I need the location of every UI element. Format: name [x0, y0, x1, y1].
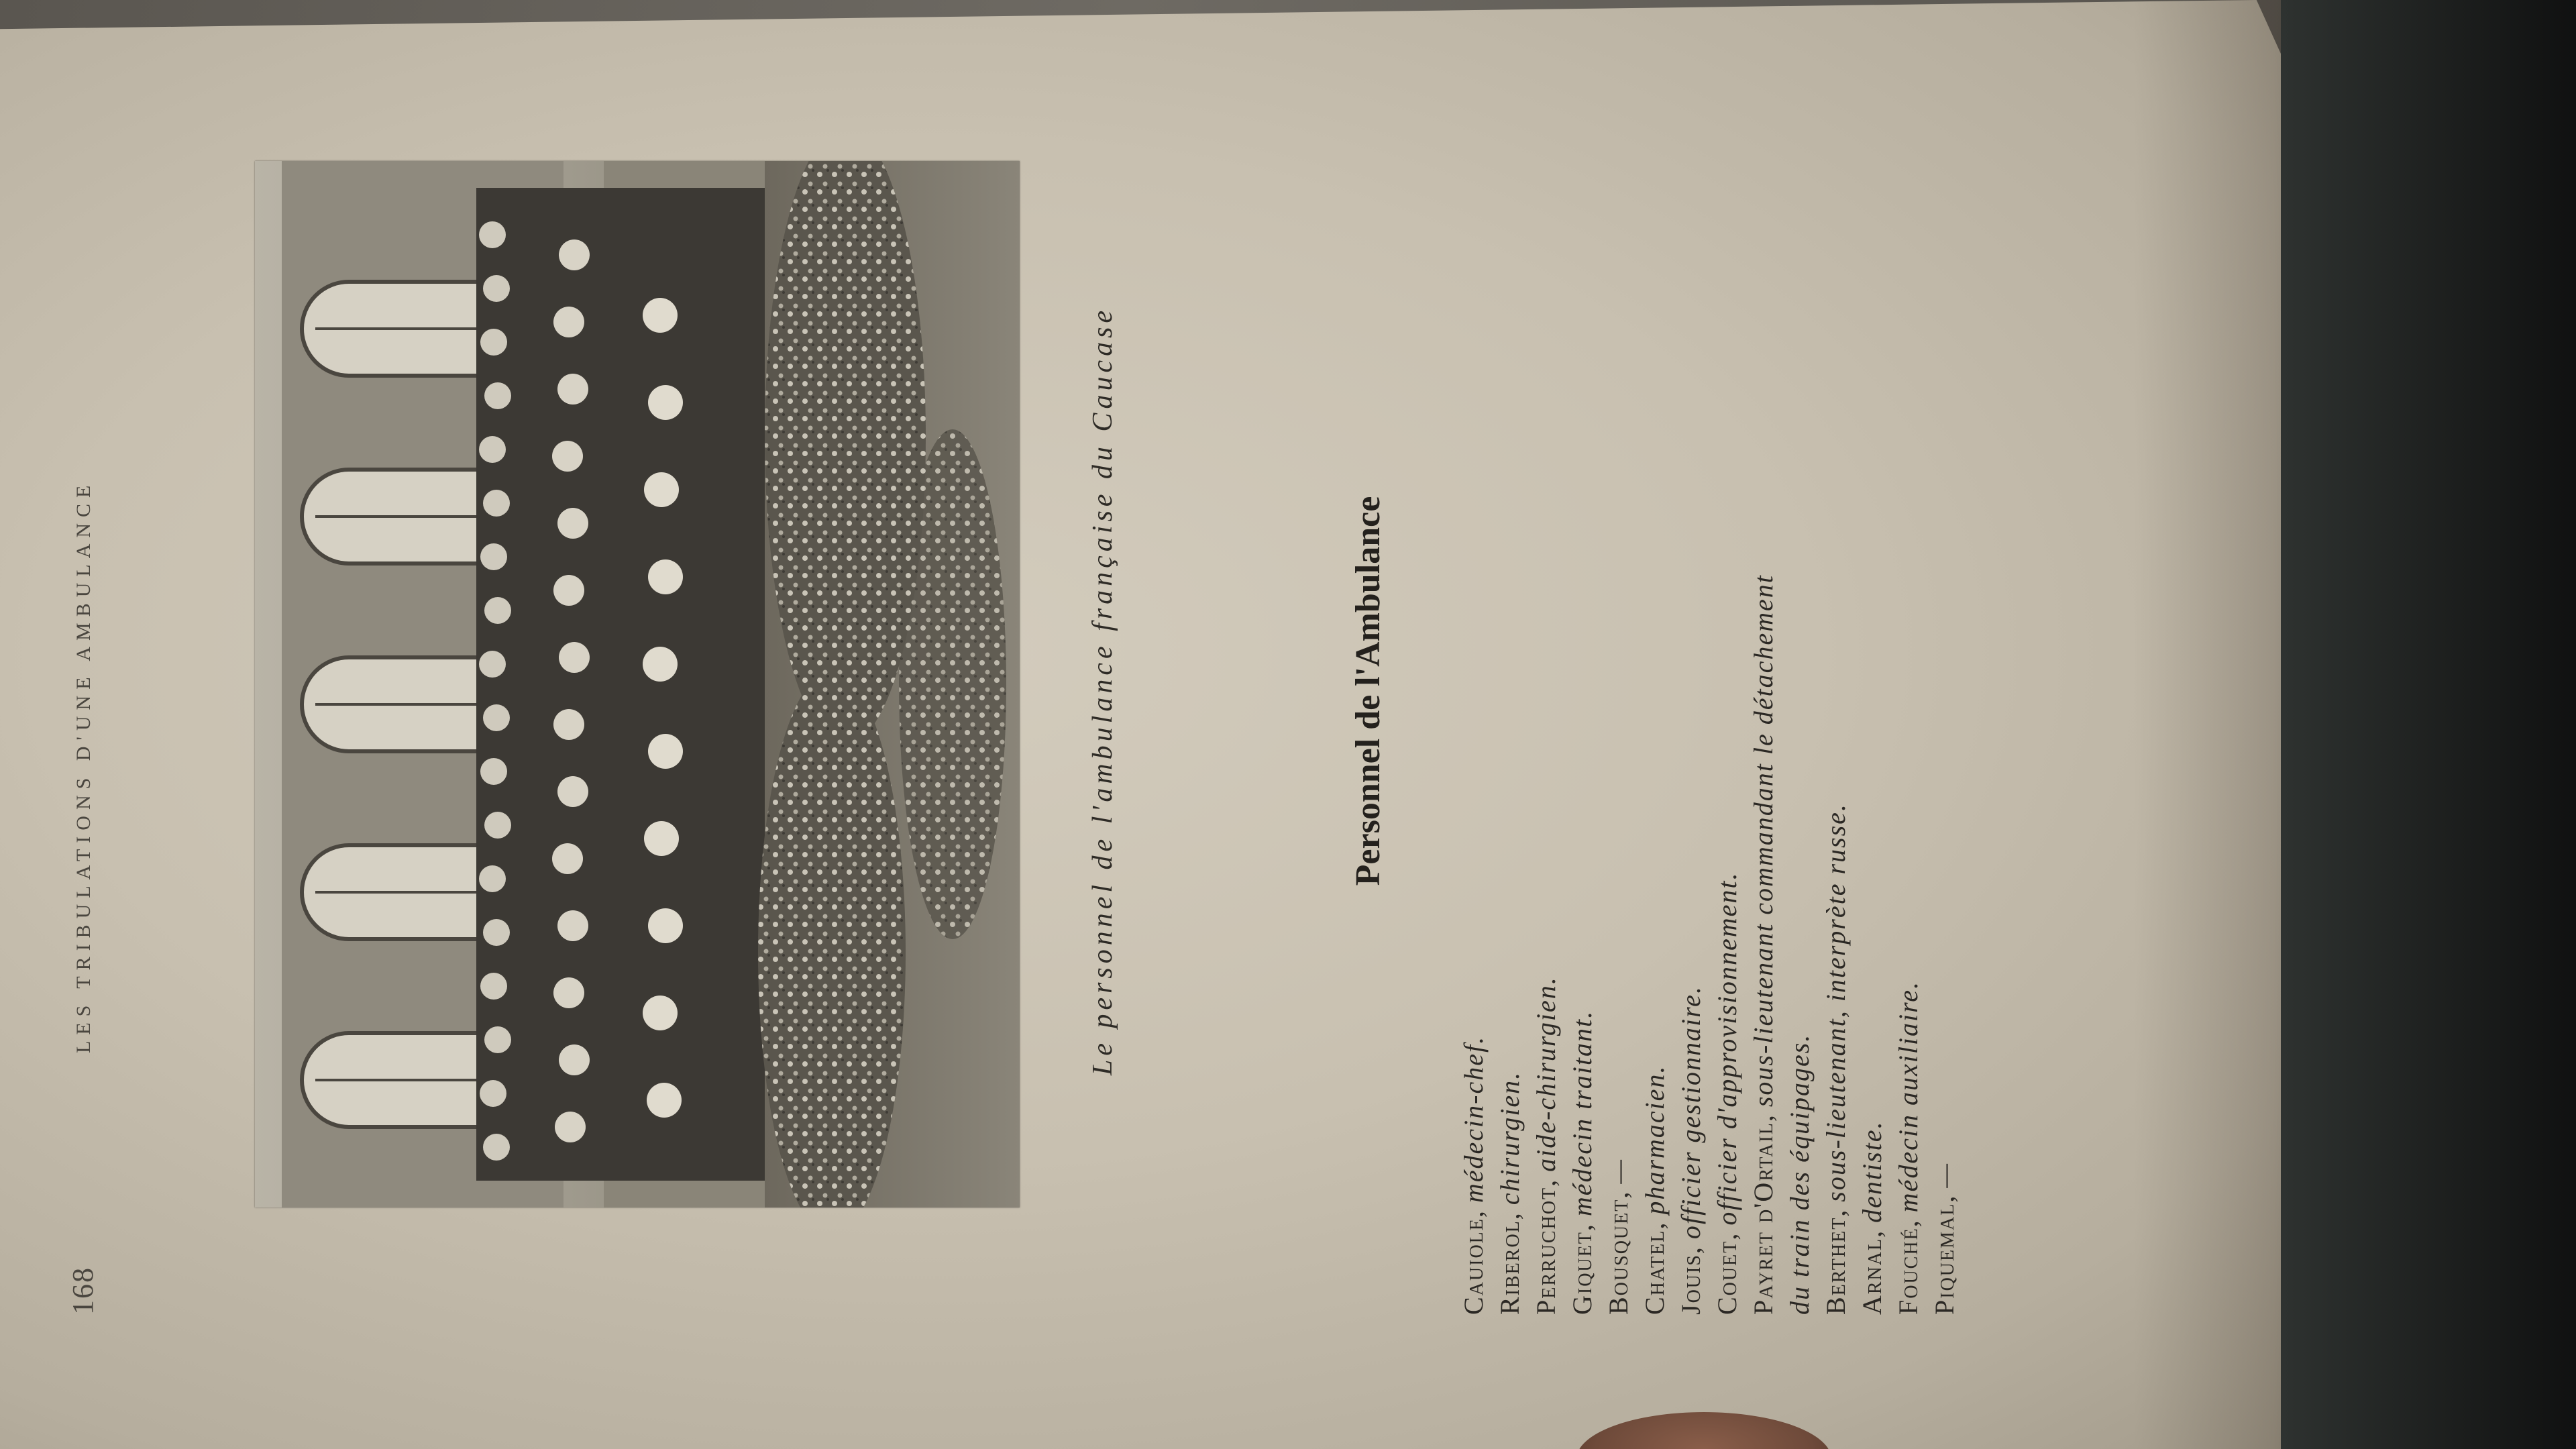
- person-name: Cauiole,: [1458, 1210, 1489, 1315]
- page-content: [54, 67, 2100, 1315]
- person-name: Fouché,: [1893, 1219, 1923, 1315]
- running-title: LES TRIBULATIONS D'UNE AMBULANCE: [72, 479, 95, 1053]
- person-role: —: [1929, 1163, 1960, 1188]
- list-item: [1890, 67, 1927, 1315]
- section-title: Personnel de l'Ambulance: [1349, 496, 1387, 886]
- person-name: Perruchot,: [1531, 1178, 1561, 1315]
- person-name: Riberol,: [1495, 1212, 1525, 1315]
- person-role: pharmacien.: [1640, 1065, 1670, 1215]
- list-item: [1818, 67, 1854, 1315]
- person-name: Jouis,: [1676, 1246, 1706, 1315]
- person-name: Giquet,: [1567, 1223, 1597, 1315]
- photograph-image: [255, 161, 1020, 1208]
- list-item: [1854, 67, 1890, 1315]
- running-head: [54, 67, 107, 1315]
- list-item: [1564, 67, 1601, 1315]
- person-role: dentiste.: [1857, 1120, 1887, 1223]
- person-name: Couet,: [1712, 1232, 1742, 1315]
- person-role: officier gestionnaire.: [1676, 985, 1706, 1240]
- person-role: sous-lieutenant, interprète russe.: [1821, 803, 1851, 1202]
- person-role: officier d'approvisionnement.: [1712, 871, 1742, 1226]
- person-name: Arnal,: [1857, 1229, 1887, 1315]
- list-item: [1456, 67, 1492, 1315]
- person-name: Berthet,: [1821, 1208, 1851, 1315]
- person-role: aide-chirurgien.: [1531, 976, 1561, 1172]
- person-role: —: [1603, 1159, 1633, 1184]
- list-item: [1709, 67, 1746, 1315]
- list-item: [1528, 67, 1564, 1315]
- person-role: chirurgien.: [1495, 1071, 1525, 1205]
- personnel-list: [1456, 67, 1963, 1315]
- person-name: Bousquet,: [1603, 1190, 1633, 1315]
- person-role: sous-lieutenant commandant le détachement: [1748, 574, 1778, 1108]
- list-item: [1746, 67, 1782, 1315]
- person-role: médecin auxiliaire.: [1893, 981, 1923, 1213]
- list-item: [1601, 67, 1637, 1315]
- group-photograph: [255, 161, 1020, 1208]
- person-name: Piquemal,: [1929, 1194, 1960, 1315]
- person-role: médecin traitant.: [1567, 1010, 1597, 1217]
- person-name: Chatel,: [1640, 1221, 1670, 1315]
- list-item: [1637, 67, 1673, 1315]
- list-item: [1492, 67, 1528, 1315]
- list-item: [1927, 67, 1963, 1315]
- book-cover-edge: [2281, 0, 2576, 1449]
- person-name: Payret d'Ortail,: [1748, 1114, 1778, 1315]
- person-role: du train des équipages.: [1784, 1033, 1815, 1315]
- list-item-continuation: [1782, 67, 1818, 1315]
- figure-caption: Le personnel de l'ambulance française du Caucase: [1087, 306, 1118, 1076]
- list-item: [1673, 67, 1709, 1315]
- person-role: médecin-chef.: [1458, 1035, 1489, 1203]
- page-number: 168: [66, 1267, 99, 1315]
